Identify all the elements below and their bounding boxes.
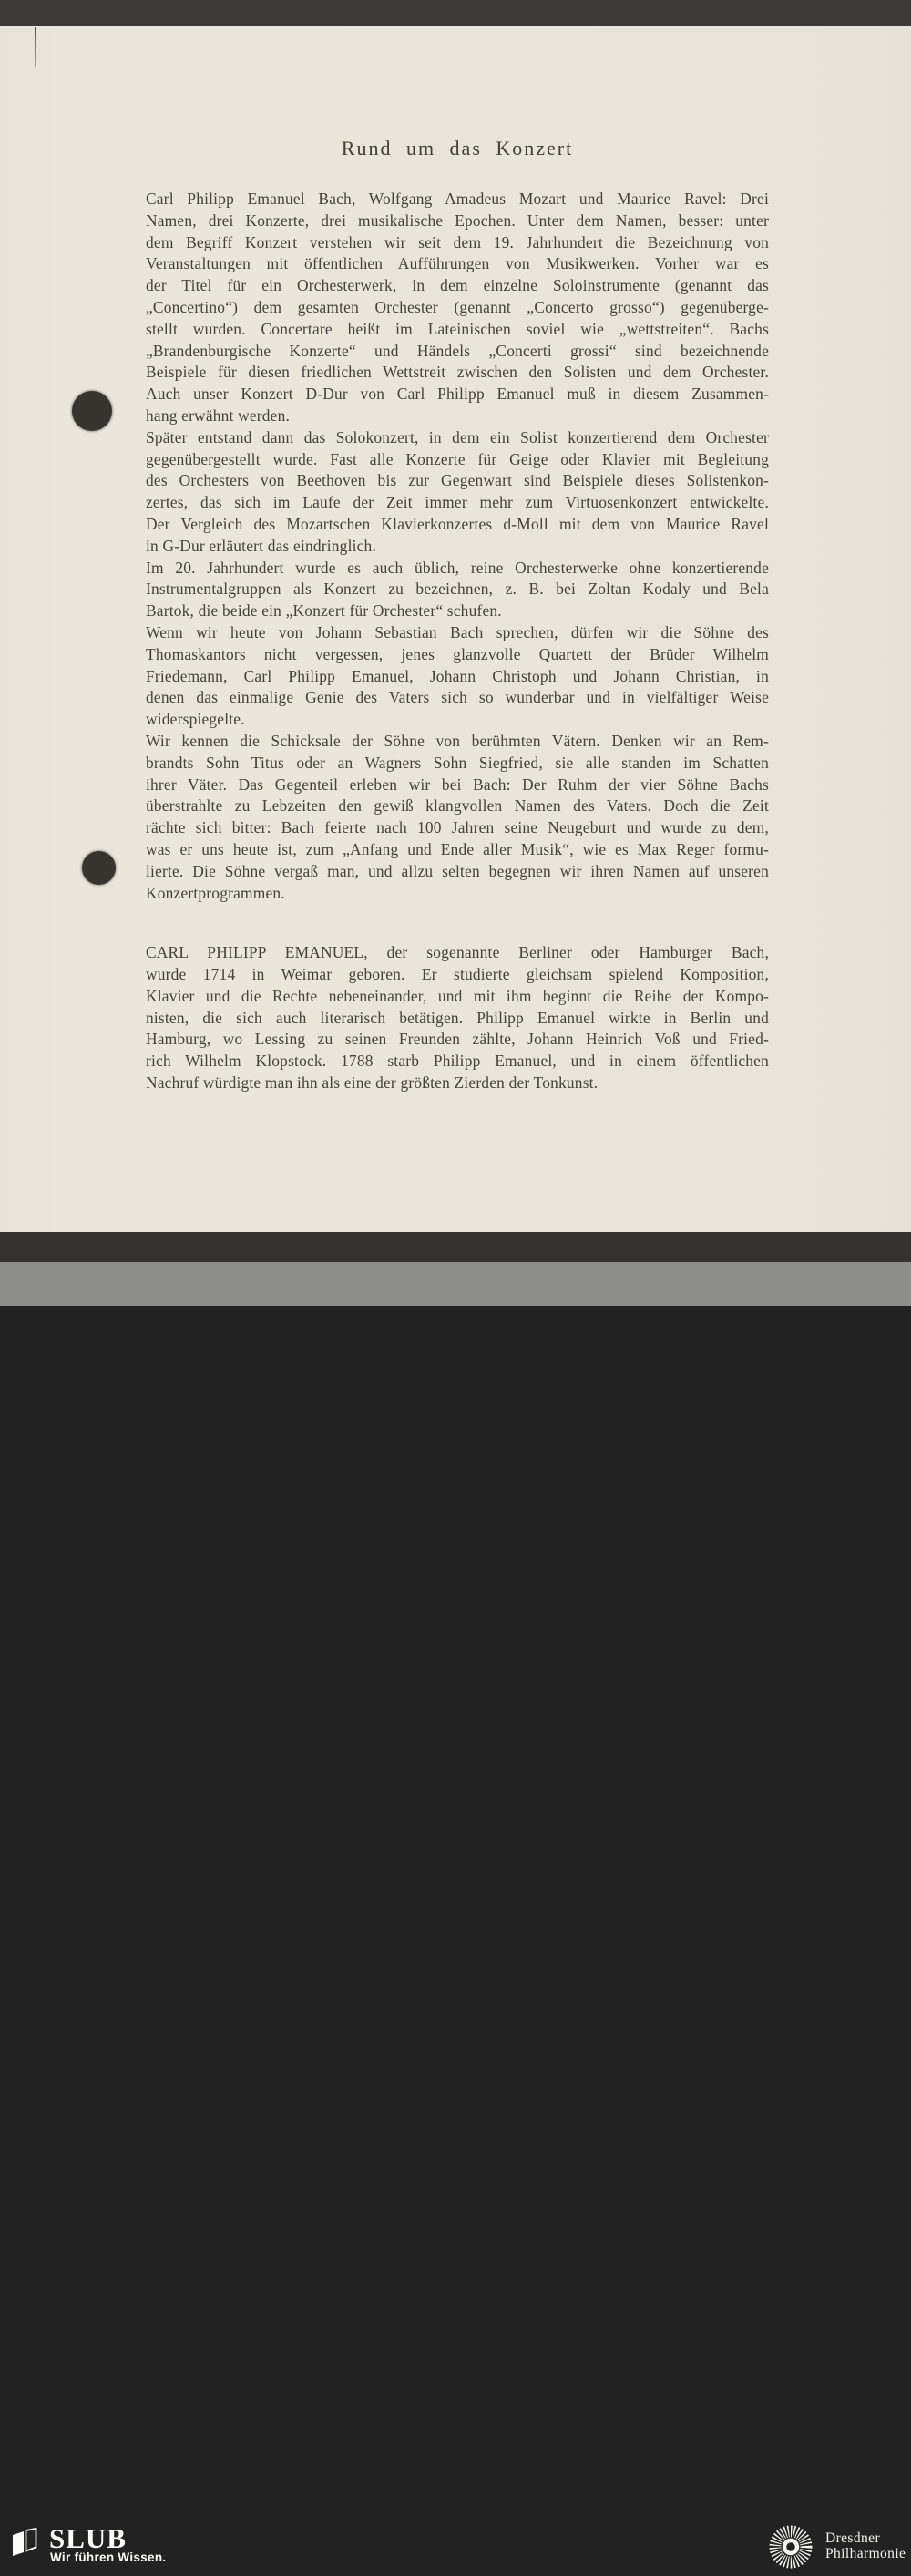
text-line: Später entstand dann das Solokonzert, in dem ein Solist konzertierend dem Orchester (146, 427, 769, 446)
text-line: Beispiele für diesen friedlichen Wettstreit zwischen den Solisten und dem Orchester. (146, 363, 769, 382)
text-line: Thomaskantors nicht vergessen, jenes glanzvolle Quartett der Brüder Wilhelm (146, 644, 769, 663)
text-section (146, 189, 769, 904)
text-line: Instrumentalgruppen als Konzert zu bezeichnen, z. B. bei Zoltan Kodaly und Bela (146, 580, 769, 599)
text-line: hang erwähnt werden. (146, 405, 291, 425)
open-book-icon (12, 2528, 37, 2556)
text-line: „Concertino“) dem gesamten Orchester (genannt „Concerto grosso“) gegenüberge- (146, 297, 769, 316)
paragraph (146, 189, 769, 427)
text-line: Im 20. Jahrhundert wurde es auch üblich, reine Orchesterwerke ohne konzertierende (146, 558, 769, 577)
text-line: gegenübergestellt wurde. Fast alle Konzerte für Geige oder Klavier mit Begleitung (146, 449, 769, 468)
text-line: Der Vergleich des Mozartschen Klavierkonzertes d-Moll mit dem von Maurice Ravel (146, 514, 769, 533)
document-text (146, 189, 769, 1094)
text-line: in G-Dur erläutert das eindringlich. (146, 536, 377, 555)
text-line: „Brandenburgische Konzerte“ und Händels „Concerti grossi“ sind bezeichnende (146, 341, 769, 360)
hole-punch-bottom (82, 851, 116, 885)
slub-tagline: Wir führen Wissen. (50, 2550, 167, 2564)
text-line: Carl Philipp Emanuel Bach, Wolfgang Amadeus Mozart und Maurice Ravel: Drei (146, 190, 769, 208)
page-title: Rund um das Konzert (341, 137, 574, 159)
text-line: Friedemann, Carl Philipp Emanuel, Johann Christoph und Johann Christian, in (146, 666, 769, 685)
text-line: stellt wurden. Concertare heißt im Lateinischen soviel wie „wettstreiten“. Bachs (146, 319, 769, 338)
text-line: lierte. Die Söhne vergaß man, und allzu selten begegnen wir ihren Namen auf unseren (146, 861, 769, 880)
text-line: der Titel für ein Orchesterwerk, in dem einzelne Soloinstrumente (genannt das (146, 276, 769, 295)
text-line: CARL PHILIPP EMANUEL, der sogenannte Berliner oder Hamburger Bach, (146, 943, 769, 962)
paragraph (146, 427, 769, 558)
text-line: rächte sich bitter: Bach feierte nach 100 Jahren seine Neugeburt und wurde zu dem, (146, 818, 769, 837)
slub-wordmark: SLUB (49, 2522, 127, 2554)
text-line: überstrahlte zu Lebzeiten den gewiß klangvollen Namen des Vaters. Doch die Zeit (146, 796, 769, 816)
text-line: ihrer Väter. Das Gegenteil erleben wir bei Bach: Der Ruhm der vier Söhne Bachs (146, 775, 769, 794)
text-line: Hamburg, wo Lessing zu seinen Freunden zählte, Johann Heinrich Voß und Fried- (146, 1030, 769, 1049)
text-line: Namen, drei Konzerte, drei musikalische Epochen. Unter dem Namen, besser: unter (146, 210, 769, 230)
scan-top-edge (0, 0, 911, 26)
text-line: Auch unser Konzert D-Dur von Carl Philipp Emanuel muß in diesem Zusammen- (146, 385, 769, 404)
text-line: wurde 1714 in Weimar geboren. Er studierte gleichsam spielend Komposition, (146, 965, 769, 984)
text-line: denen das einmalige Genie des Vaters sich so wunderbar und in vielfältiger Weise (146, 688, 769, 707)
text-line: brandts Sohn Titus oder an Wagners Sohn Siegfried, sie alle standen im Schatten (146, 753, 769, 772)
viewer-footer-bar (0, 1262, 911, 2564)
starburst-icon (766, 2522, 815, 2571)
text-line: Bartok, die beide ein „Konzert für Orchester“ schufen. (146, 601, 502, 621)
text-line: Wenn wir heute von Johann Sebastian Bach sprechen, dürfen wir die Söhne des (146, 622, 769, 641)
text-line: zertes, das sich im Laufe der Zeit immer mehr zum Virtuosenkonzert entwickelte. (146, 493, 769, 512)
philharmonie-name-line1: Dresdner (825, 2530, 881, 2546)
text-line: rich Wilhelm Klopstock. 1788 starb Philipp Emanuel, und in einem öffentlichen (146, 1052, 769, 1071)
text-line: was er uns heute ist, zum „Anfang und Ende aller Musik“, wie es Max Reger formu- (146, 839, 769, 858)
paragraph (146, 622, 769, 731)
text-line: nisten, die sich auch literarisch betätigen. Philipp Emanuel wirkte in Berlin und (146, 1008, 769, 1027)
document-page (146, 137, 769, 1094)
text-line: Konzertprogrammen. (146, 883, 285, 902)
text-section (146, 942, 769, 1094)
paper-crease-mark (35, 27, 36, 67)
paragraph (146, 558, 769, 622)
text-line: Wir kennen die Schicksale der Söhne von berühmten Vätern. Denken wir an Rem- (146, 731, 769, 750)
text-line: dem Begriff Konzert verstehen wir seit dem 19. Jahrhundert die Bezeichnung von (146, 232, 769, 251)
text-line: Klavier und die Rechte nebeneinander, und mit ihm beginnt die Reihe der Kompo- (146, 986, 769, 1005)
paragraph (146, 731, 769, 904)
text-line: Veranstaltungen mit öffentlichen Aufführungen von Musikwerken. Vorher war es (146, 254, 769, 273)
paragraph (146, 942, 769, 1094)
philharmonie-name-line2: Philharmonie (825, 2545, 906, 2561)
scan-bottom-edge (0, 1232, 911, 1262)
hole-punch-top (72, 391, 112, 431)
philharmonie-wordmark (825, 2531, 906, 2561)
text-line: Nachruf würdigte man ihn als eine der größten Zierden der Tonkunst. (146, 1073, 599, 1093)
text-line: widerspiegelte. (146, 710, 245, 729)
text-line: des Orchesters von Beethoven bis zur Gegenwart sind Beispiele dieses Solistenkon- (146, 471, 769, 490)
